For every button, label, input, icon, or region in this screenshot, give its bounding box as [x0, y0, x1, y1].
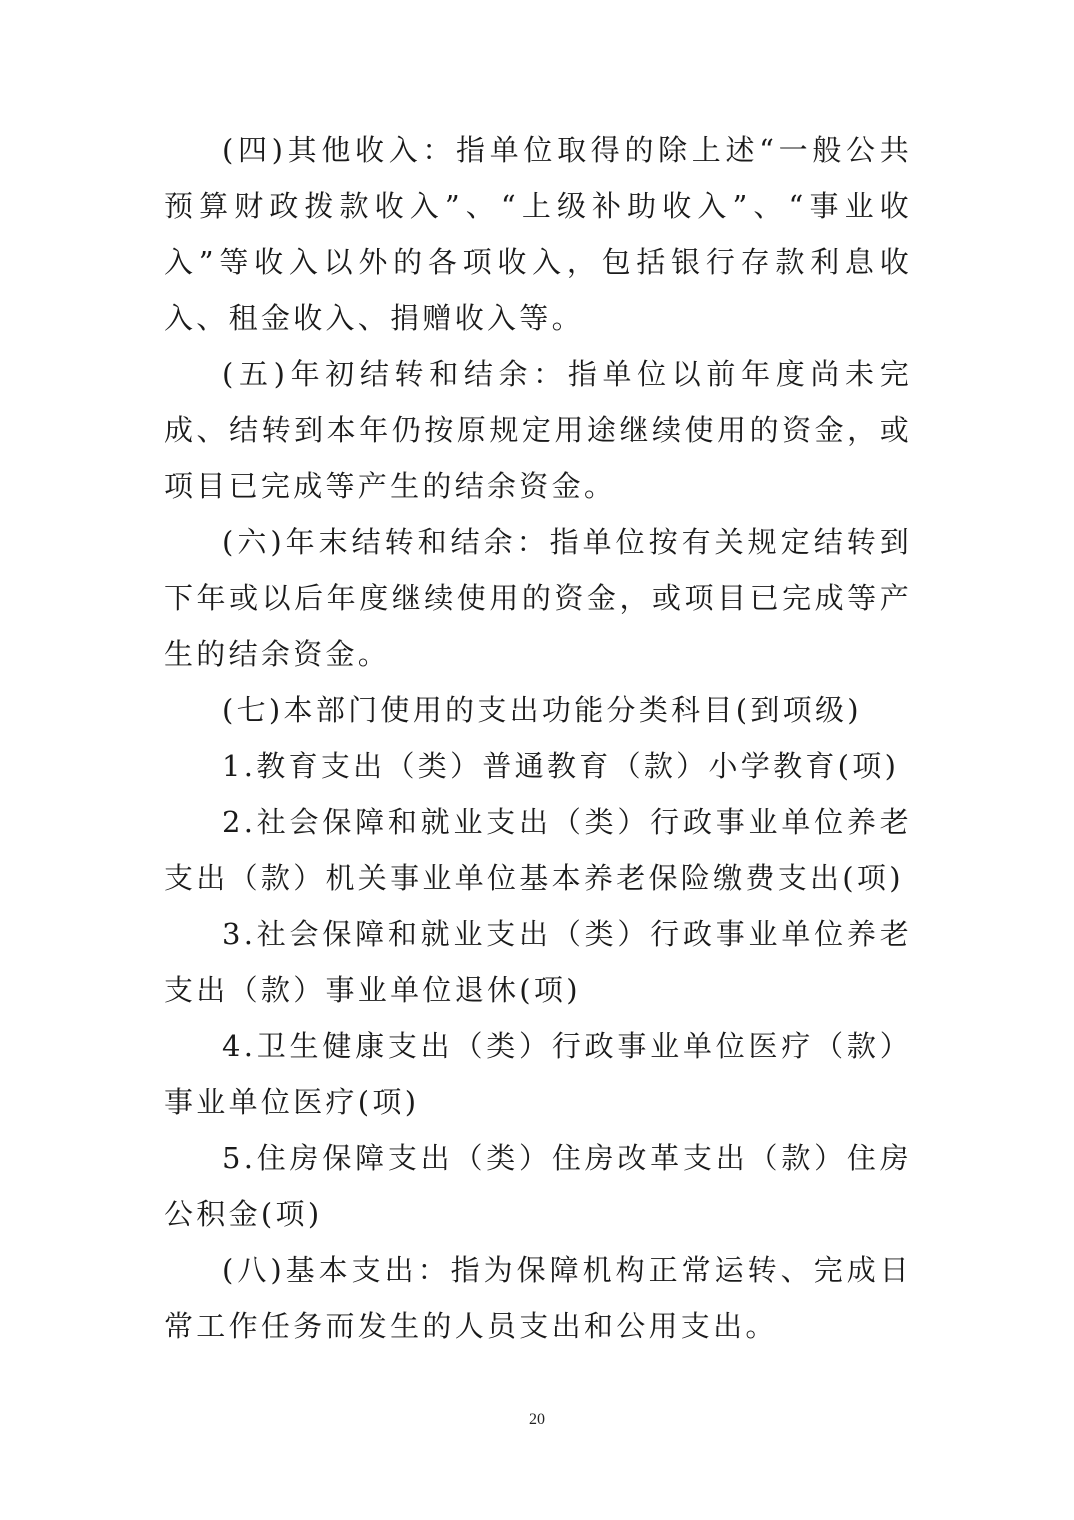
paragraph-basic-expenditure: (八)基本支出：指为保障机构正常运转、完成日常工作任务而发生的人员支出和公用支出。 [164, 1253, 912, 1343]
paragraph-opening-carryover: (五)年初结转和结余：指单位以前年度尚未完成、结转到本年仍按原规定用途继续使用的资金，或项目已完成等产生的结余资金。 [164, 357, 912, 503]
list-item-health: 4.卫生健康支出（类）行政事业单位医疗（款）事业单位医疗(项) [164, 1029, 912, 1119]
page-number: 20 [529, 1411, 545, 1428]
list-item-education: 1.教育支出（类）普通教育（款）小学教育(项) [222, 749, 900, 783]
paragraph-other-income: (四)其他收入：指单位取得的除上述“一般公共预算财政拨款收入”、“上级补助收入”、“事业收入”等收入以外的各项收入，包括银行存款利息收入、租金收入、捐赠收入等。 [164, 133, 912, 335]
paragraph-expenditure-classification: (七)本部门使用的支出功能分类科目(到项级) [222, 693, 862, 727]
list-item-retirement: 3.社会保障和就业支出（类）行政事业单位养老支出（款）事业单位退休(项) [164, 917, 912, 1007]
body-text [164, 122, 912, 1354]
paragraph-closing-carryover: (六)年末结转和结余：指单位按有关规定结转到下年或以后年度继续使用的资金，或项目已完成等产生的结余资金。 [164, 525, 912, 671]
list-item-housing: 5.住房保障支出（类）住房改革支出（款）住房公积金(项) [164, 1141, 912, 1231]
list-item-pension-insurance: 2.社会保障和就业支出（类）行政事业单位养老支出（款）机关事业单位基本养老保险缴费支出(项) [164, 805, 912, 895]
